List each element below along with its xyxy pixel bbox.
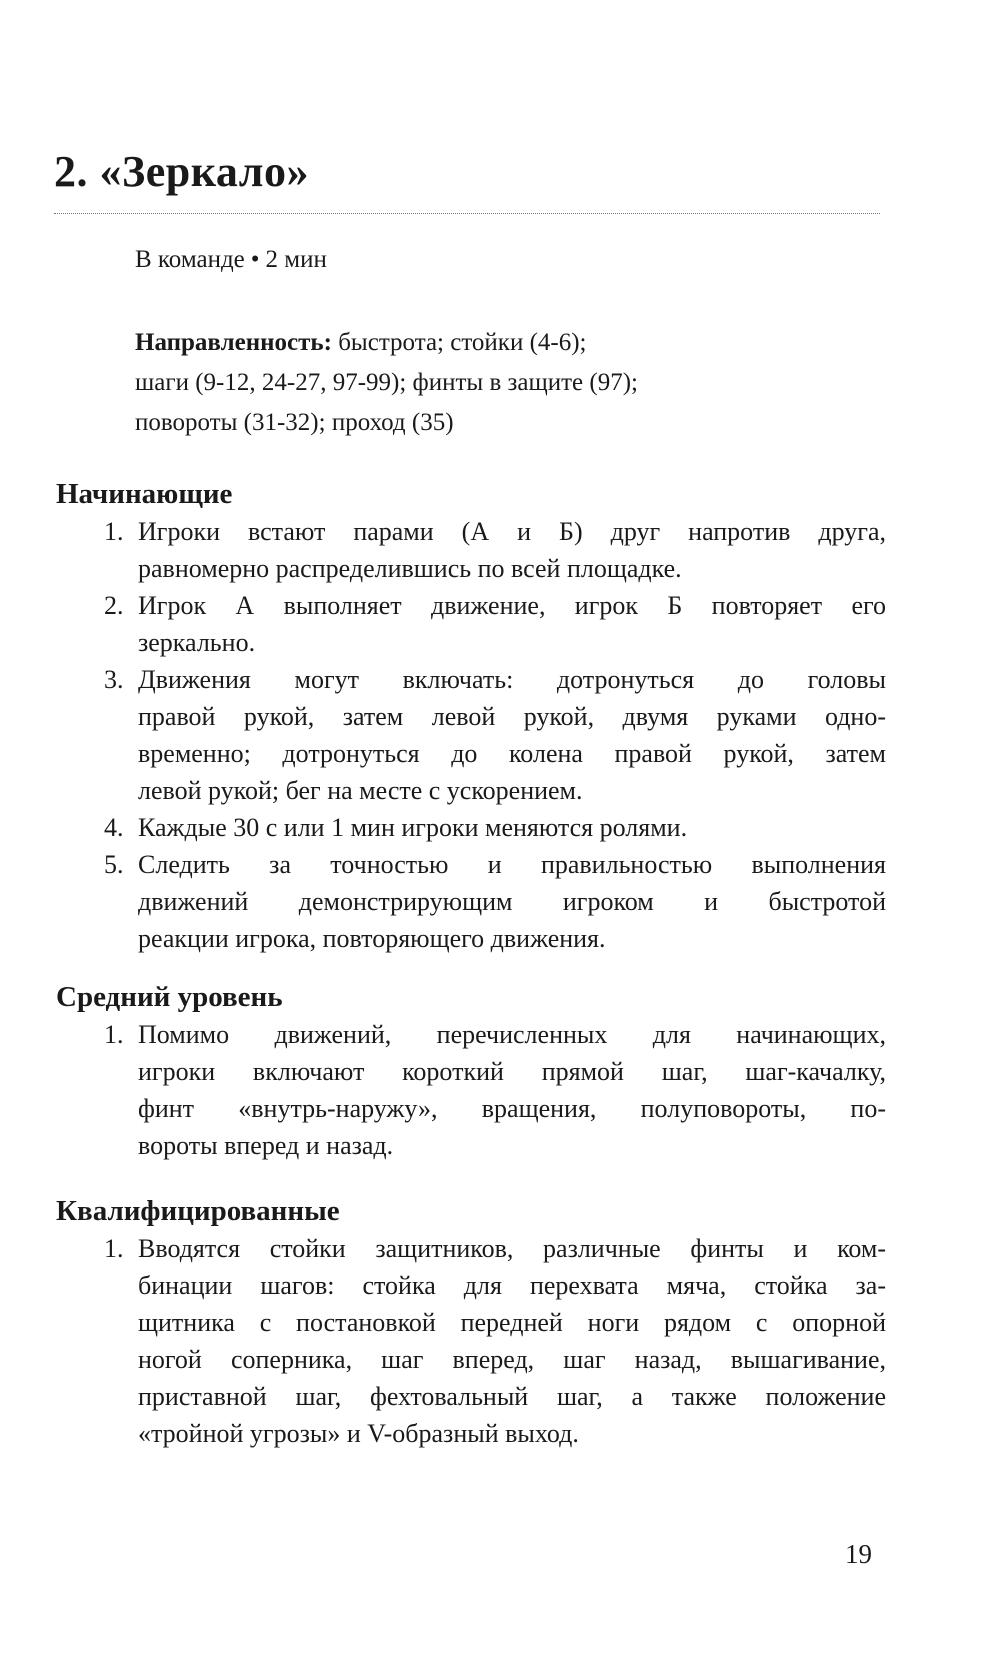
list-item <box>56 587 886 661</box>
focus-line: повороты (31-32); проход (35) <box>135 409 454 436</box>
focus-label: Направленность: <box>135 329 332 356</box>
item-number: 4. <box>104 813 124 842</box>
exercise-duration: 2 мин <box>265 246 327 273</box>
item-number: 1. <box>104 1020 124 1049</box>
item-line: равномерно распределившись по всей площадке. <box>138 554 682 583</box>
item-line: Движения могут включать: дотронуться до головы <box>138 665 886 694</box>
item-number: 5. <box>104 850 124 879</box>
step-list <box>56 1016 886 1164</box>
step-list <box>56 513 886 957</box>
item-line: Игрок А выполняет движение, игрок Б повторяет его <box>138 591 886 620</box>
item-line: приставной шаг, фехтовальный шаг, а также положение <box>138 1382 886 1411</box>
list-item <box>56 1230 886 1452</box>
item-number: 2. <box>104 591 124 620</box>
section-intermediate <box>56 980 886 1164</box>
page-number: 19 <box>845 1539 872 1569</box>
item-line: Игроки встают парами (А и Б) друг напротив друга, <box>138 517 886 546</box>
item-line: движений демонстрирующим игроком и быстротой <box>138 887 886 916</box>
item-line: Вводятся стойки защитников, различные финты и ком- <box>138 1234 886 1263</box>
item-line: щитника с постановкой передней ноги рядом с опорной <box>138 1308 886 1337</box>
item-line: игроки включают короткий прямой шаг, шаг-качалку, <box>138 1057 886 1086</box>
exercise-focus <box>135 323 695 443</box>
focus-line: шаги (9-12, 24-27, 97-99); финты в защите (97); <box>135 369 639 396</box>
focus-line <box>135 323 695 363</box>
list-item <box>56 809 886 846</box>
meta-separator: • <box>250 246 260 273</box>
focus-text: быстрота; стойки (4-6); <box>331 329 587 356</box>
list-item <box>56 513 886 587</box>
item-line: правой рукой, затем левой рукой, двумя руками одно- <box>138 702 886 731</box>
exercise-format: В команде <box>135 246 245 273</box>
section-heading: Средний уровень <box>56 981 283 1013</box>
exercise-title: 2. «Зеркало» <box>54 147 309 196</box>
item-line: Помимо движений, перечисленных для начинающих, <box>138 1020 886 1049</box>
section-heading: Квалифицированные <box>56 1195 340 1227</box>
item-line: зеркально. <box>138 628 256 657</box>
item-line: вороты вперед и назад. <box>138 1131 394 1160</box>
list-item <box>56 846 886 957</box>
item-number: 1. <box>104 517 124 546</box>
list-item <box>56 661 886 809</box>
item-line: финт «внутрь-наружу», вращения, полуповороты, по- <box>138 1094 886 1123</box>
item-line: временно; дотронуться до колена правой рукой, затем <box>138 739 886 768</box>
item-line: Каждые 30 с или 1 мин игроки меняются ролями. <box>138 813 688 842</box>
item-line: «тройной угрозы» и V-образный выход. <box>138 1419 579 1448</box>
section-heading: Начинающие <box>56 478 233 510</box>
section-beginners <box>56 477 886 957</box>
title-divider <box>54 213 880 214</box>
item-line: реакции игрока, повторяющего движения. <box>138 924 606 953</box>
item-number: 1. <box>104 1234 124 1263</box>
item-line: левой рукой; бег на месте с ускорением. <box>138 776 583 805</box>
exercise-meta <box>135 247 327 272</box>
item-line: бинации шагов: стойка для перехвата мяча, стойка за- <box>138 1271 886 1300</box>
item-number: 3. <box>104 665 124 694</box>
section-advanced <box>56 1194 886 1452</box>
item-line: Следить за точностью и правильностью выполнения <box>138 850 886 879</box>
step-list <box>56 1230 886 1452</box>
item-line: ногой соперника, шаг вперед, шаг назад, вышагивание, <box>138 1345 886 1374</box>
list-item <box>56 1016 886 1164</box>
